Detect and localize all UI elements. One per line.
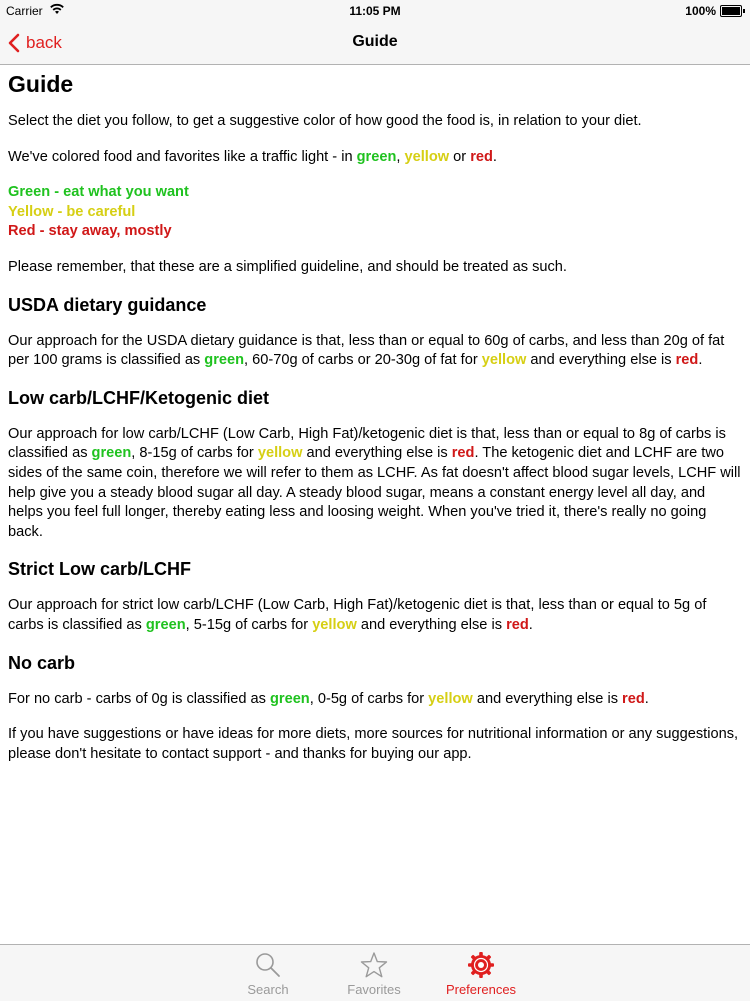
tab-search-label: Search (247, 982, 289, 997)
color-legend (8, 183, 742, 242)
no-carb-text: For no carb - carbs of 0g is classified as green, 0-5g of carbs for yellow and everything else is red. (8, 690, 649, 707)
usda-text: Our approach for the USDA dietary guidance is that, less than or equal to 60g of carbs, and less than 20g of fat per 100 grams is classified as green, 60-70g of carbs or 20-30g of fat for yellow and everything else is red. (8, 332, 725, 369)
traffic-light-text: We've colored food and favorites like a traffic light - in green, yellow or red. (8, 148, 497, 165)
reminder-text: Please remember, that these are a simplified guideline, and should be treated as such. (8, 258, 567, 275)
gear-icon (436, 951, 526, 979)
back-button-label: back (26, 33, 62, 52)
navigation-bar (0, 22, 750, 65)
battery-percentage: 100% (685, 4, 716, 18)
status-bar (0, 0, 750, 22)
closing-text: If you have suggestions or have ideas for more diets, more sources for nutritional information or any suggestions, please don't hesitate to contact support - and thanks for buying our app. (8, 726, 739, 762)
tab-favorites[interactable] (329, 951, 419, 997)
strict-lchf-heading: Strict Low carb/LCHF (8, 559, 192, 580)
legend-red: Red - stay away, mostly (8, 223, 172, 240)
legend-yellow: Yellow - be careful (8, 203, 136, 220)
intro-text: Select the diet you follow, to get a suggestive color of how good the food is, in relation to your diet. (8, 113, 642, 129)
clock: 11:05 PM (349, 4, 401, 18)
star-icon (329, 951, 419, 979)
search-icon (223, 951, 313, 979)
legend-green: Green - eat what you want (8, 184, 189, 201)
tab-preferences-label: Preferences (445, 982, 517, 997)
tab-bar (0, 944, 750, 1001)
strict-lchf-text: Our approach for strict low carb/LCHF (Low Carb, High Fat)/ketogenic diet is that, less than or equal to 5g of carbs is classified as green, 5-15g of carbs for yellow and everything else is red. (8, 597, 707, 633)
battery-icon (720, 5, 742, 17)
tab-favorites-label: Favorites (347, 982, 401, 997)
lchf-text: Our approach for low carb/LCHF (Low Carb, High Fat)/ketogenic diet is that, less than or equal to 8g of carbs is classified as green, 8-15g of carbs for yellow and everything else is red. The ketogenic diet and LCHF are two sides of the same coin, therefore we will refer to them as LCHF. As fat doesn't affect blood sugar levels, LCHF will help give you a steady blood sugar all day. A steady blood sugar, means a constant energy level all day, and helps you feel full longer, thereby eating less and loosing weight. When you've tried it, there's really no going back. (8, 425, 741, 540)
lchf-heading: Low carb/LCHF/Ketogenic diet (8, 387, 270, 408)
tab-search[interactable] (223, 951, 313, 997)
carrier-label: Carrier (6, 4, 43, 18)
tab-preferences[interactable] (436, 951, 526, 997)
page-title: Guide (8, 71, 74, 97)
guide-content (8, 70, 742, 780)
nav-title: Guide (352, 33, 398, 50)
no-carb-heading: No carb (8, 652, 76, 673)
usda-heading: USDA dietary guidance (8, 294, 207, 315)
